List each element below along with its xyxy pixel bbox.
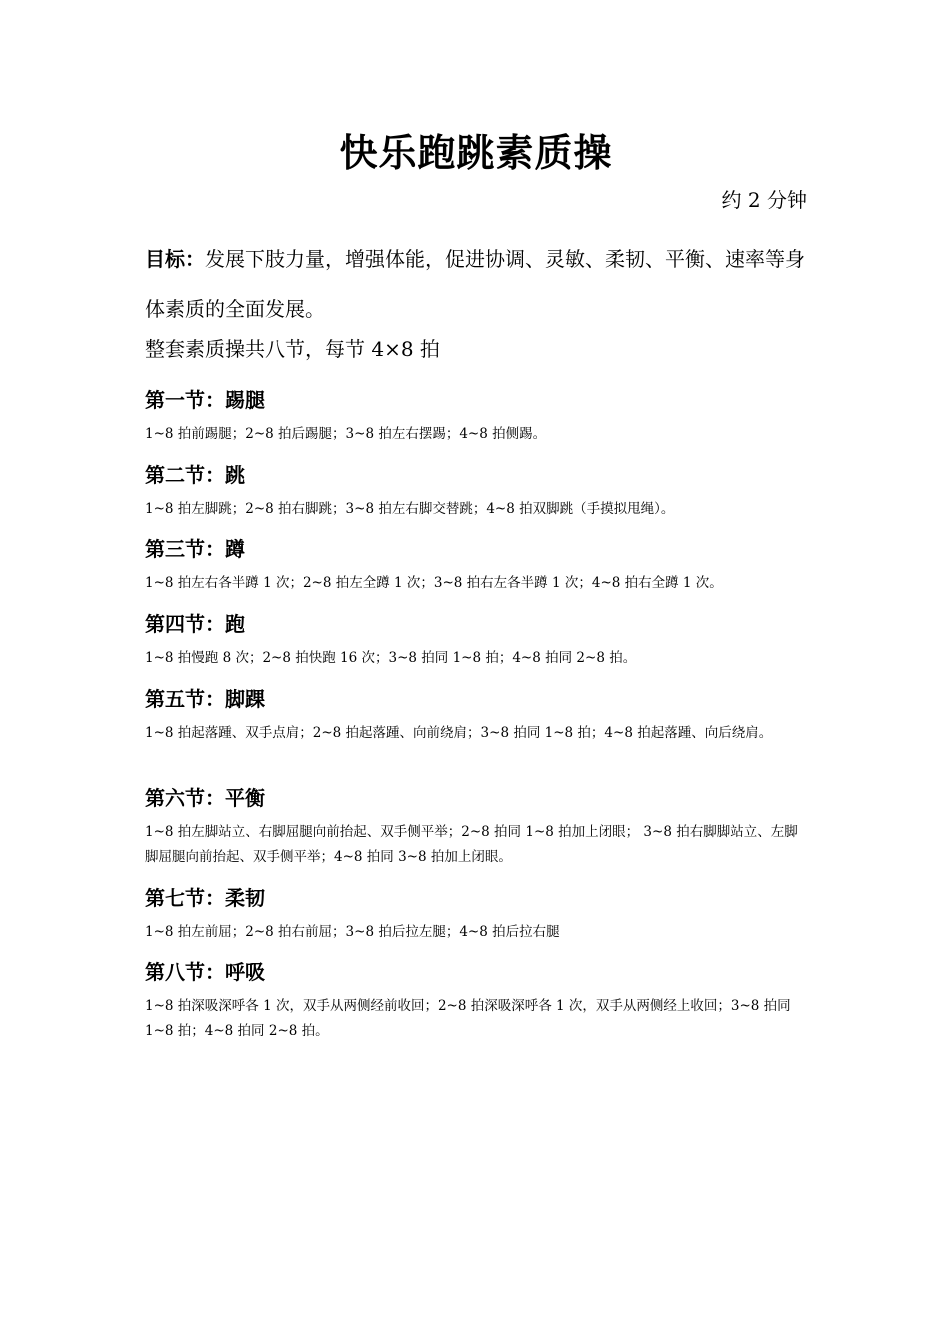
section-body: 1~8 拍慢跑 8 次；2~8 拍快跑 16 次；3~8 拍同 1~8 拍；4~8 拍同 2~8 拍。 bbox=[145, 650, 637, 666]
section-2 bbox=[145, 461, 807, 522]
section-title: 第八节：呼吸 bbox=[145, 960, 265, 984]
section-title: 第二节：跳 bbox=[145, 463, 245, 487]
section-body: 1~8 拍左脚跳；2~8 拍右脚跳；3~8 拍左右脚交替跳；4~8 拍双脚跳（手摸拟甩绳）。 bbox=[145, 501, 675, 517]
section-body: 1~8 拍左前屈；2~8 拍右前屈；3~8 拍后拉左腿；4~8 拍后拉右腿 bbox=[145, 924, 560, 940]
section-body: 1~8 拍左脚站立、右脚屈腿向前抬起、双手侧平举；2~8 拍同 1~8 拍加上闭眼； 3~8 拍右脚脚站立、左脚脚屈腿向前抬起、双手侧平举；4~8 拍同 3~8 拍加上闭眼。 bbox=[145, 824, 798, 865]
section-body: 1~8 拍起落踵、双手点肩；2~8 拍起落踵、向前绕肩；3~8 拍同 1~8 拍；4~8 拍起落踵、向后绕肩。 bbox=[145, 725, 773, 741]
section-8 bbox=[145, 958, 807, 1044]
section-title: 第五节：脚踝 bbox=[145, 687, 265, 711]
section-body: 1~8 拍深吸深呼各 1 次，双手从两侧经前收回；2~8 拍深吸深呼各 1 次，双手从两侧经上收回；3~8 拍同 1~8 拍；4~8 拍同 2~8 拍。 bbox=[145, 998, 791, 1039]
duration-label: 约 2 分钟 bbox=[721, 188, 807, 212]
section-7 bbox=[145, 884, 807, 945]
section-title: 第一节：踢腿 bbox=[145, 388, 265, 412]
section-body: 1~8 拍左右各半蹲 1 次；2~8 拍左全蹲 1 次；3~8 拍右左各半蹲 1 次；4~8 拍右全蹲 1 次。 bbox=[145, 575, 723, 591]
section-3 bbox=[145, 535, 807, 596]
section-title: 第三节：蹲 bbox=[145, 537, 245, 561]
section-4 bbox=[145, 610, 807, 671]
section-5 bbox=[145, 685, 807, 746]
overview-text: 整套素质操共八节，每节 4×8 拍 bbox=[145, 337, 440, 361]
goal-paragraph bbox=[145, 234, 807, 334]
document-title: 快乐跑跳素质操 bbox=[339, 130, 613, 175]
goal-text: 发展下肢力量，增强体能，促进协调、灵敏、柔韧、平衡、速率等身体素质的全面发展。 bbox=[145, 247, 805, 321]
section-1 bbox=[145, 386, 807, 447]
section-title: 第六节：平衡 bbox=[145, 786, 265, 810]
section-body: 1~8 拍前踢腿；2~8 拍后踢腿；3~8 拍左右摆踢；4~8 拍侧踢。 bbox=[145, 426, 547, 442]
section-title: 第四节：跑 bbox=[145, 612, 245, 636]
section-title: 第七节：柔韧 bbox=[145, 886, 265, 910]
section-6 bbox=[145, 784, 807, 870]
goal-label: 目标： bbox=[145, 247, 205, 271]
